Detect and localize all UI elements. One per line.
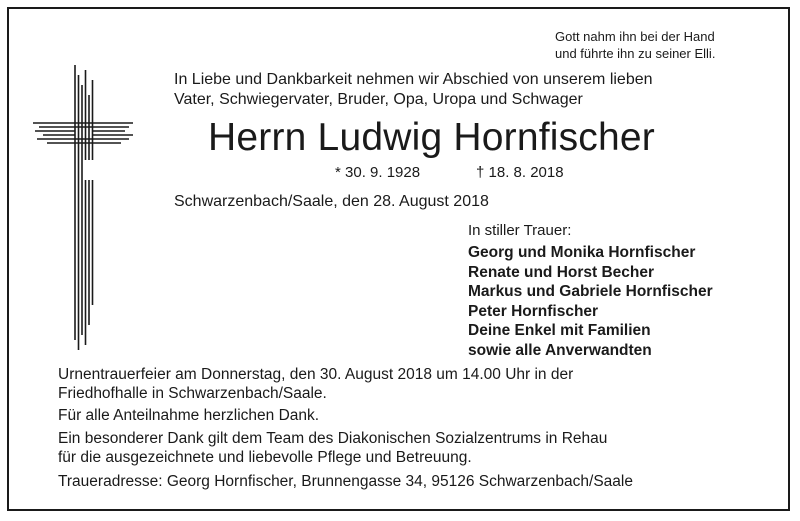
funeral-info xyxy=(58,365,573,403)
cross-icon xyxy=(33,65,133,350)
quote-line: Gott nahm ihn bei der Hand xyxy=(555,29,715,44)
special-thanks-line: Ein besonderer Dank gilt dem Team des Diakonischen Sozialzentrums in Rehau xyxy=(58,430,608,447)
mourner-name: Deine Enkel mit Familien xyxy=(468,322,651,340)
birth-date: * 30. 9. 1928 xyxy=(335,164,421,181)
intro-line: In Liebe und Dankbarkeit nehmen wir Abschied von unserem lieben xyxy=(174,71,653,88)
intro-line: Vater, Schwiegervater, Bruder, Opa, Uropa und Schwager xyxy=(174,91,583,108)
funeral-line: Urnentrauerfeier am Donnerstag, den 30. August 2018 um 14.00 Uhr in der xyxy=(58,366,574,383)
mourner-name: sowie alle Anverwandten xyxy=(468,341,652,359)
death-date: † 18. 8. 2018 xyxy=(476,164,564,181)
mourner-name: Markus und Gabriele Hornfischer xyxy=(468,283,713,301)
deceased-name: Herrn Ludwig Hornfischer xyxy=(208,116,655,159)
intro-text xyxy=(174,70,653,110)
funeral-line: Friedhofhalle in Schwarzenbach/Saale. xyxy=(58,385,327,402)
special-thanks xyxy=(58,429,607,467)
special-thanks-line: für die ausgezeichnete und liebevolle Pflege und Betreuung. xyxy=(58,449,472,466)
mourners-list xyxy=(468,243,713,361)
place-date: Schwarzenbach/Saale, den 28. August 2018 xyxy=(174,193,489,210)
quote xyxy=(555,28,715,62)
mourner-name: Peter Hornfischer xyxy=(468,302,599,320)
mourner-name: Renate und Horst Becher xyxy=(468,263,655,281)
quote-line: und führte ihn zu seiner Elli. xyxy=(555,46,716,61)
mourning-label: In stiller Trauer: xyxy=(468,222,572,239)
mourning-address: Traueradresse: Georg Hornfischer, Brunnengasse 34, 95126 Schwarzenbach/Saale xyxy=(58,473,633,490)
mourner-name: Georg und Monika Hornfischer xyxy=(468,244,696,261)
thanks-text: Für alle Anteilnahme herzlichen Dank. xyxy=(58,407,320,424)
